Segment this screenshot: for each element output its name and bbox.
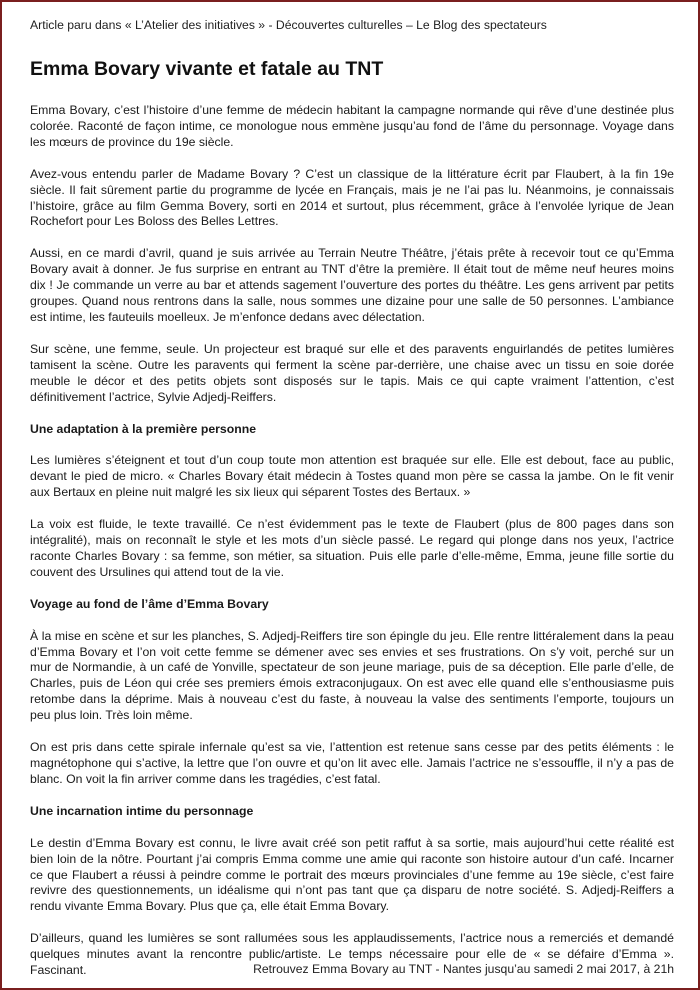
- article-title: Emma Bovary vivante et fatale au TNT: [30, 58, 384, 80]
- article-body: [30, 103, 674, 990]
- paragraph-5: Les lumières s’éteignent et tout d’un coup toute mon attention est braquée sur elle. Elle est debout, face au public, devant le pied de micro. « Charles Bovary était médecin à Tostes quand mon père se cassa la jambe. On le fit venir aux Bertaux en pleine nuit malgré les six lieux qui séparent Tostes des Bertaux. »: [30, 453, 674, 500]
- footer-info-line: Retrouvez Emma Bovary au TNT - Nantes jusqu’au samedi 2 mai 2017, à 21h: [253, 962, 674, 976]
- paragraph-2: Avez-vous entendu parler de Madame Bovary ? C’est un classique de la littérature écrit par Flaubert, à la fin 19e siècle. Il fait sûrement partie du programme de lycée en Français, mais je ne l’ai pas lu. Néanmoins, je connaissais l’histoire, grâce au film Gemma Bovery, sorti en 2014 et surtout, plus récemment, grâce à l’envolée lyrique de Jean Rochefort pour Les Boloss des Belles Lettres.: [30, 166, 674, 229]
- paragraph-9: Le destin d’Emma Bovary est connu, le livre avait créé son petit raffut à sa sortie, mais aujourd’hui cette réalité est bien loin de la nôtre. Pourtant j’ai compris Emma comme une amie qui raconte son histoire autour d’un café. Incarner ce que Flaubert a réussi à peindre comme le portrait des mœurs provinciales d’une femme au 19e siècle, c’est faire revivre des questionnements, un idéalisme qui n’ont pas tant que ça disparu de notre société. S. Adjedj-Reiffers a rendu vivante Emma Bovary. Plus que ça, elle était Emma Bovary.: [30, 835, 674, 914]
- paragraph-7: À la mise en scène et sur les planches, S. Adjedj-Reiffers tire son épingle du jeu. Elle rentre littéralement dans la peau d’Emma Bovary et l’on voit cette femme se démener avec ses envies et ses frustrations. On s’y voit, perché sur un mur de Normandie, à un café de Yonville, spectateur de son jeune mariage, puis de sa déception. Elle parle d’elle, de Charles, puis de Léon qui crée ses premiers émois extraconjugaux. On est avec elle quand elle s’enthousiasme puis retombe dans la déprime. Mais à nouveau c’est du faste, à nouveau la valse des sentiments l’emporte, toujours un peu plus loin. Très loin même.: [30, 628, 674, 723]
- section-heading-2: Voyage au fond de l’âme d’Emma Bovary: [30, 596, 269, 611]
- paragraph-3: Aussi, en ce mardi d’avril, quand je suis arrivée au Terrain Neutre Théâtre, j’étais prête à recevoir tout ce qu’Emma Bovary avait à donner. Je fus surprise en entrant au TNT d’être la première. Il était tout de même neuf heures moins dix ! Je commande un verre au bar et attends sagement l’ouverture des portes du théâtre. Les gens arrivent par petits groupes. Quand nous rentrons dans la salle, nous sommes une dizaine pour une salle de 50 personnes. L’ambiance est intime, les fauteuils moelleux. Je m’enfonce dedans avec délectation.: [30, 246, 674, 324]
- paragraph-6: La voix est fluide, le texte travaillé. Ce n’est évidemment pas le texte de Flaubert (plus de 800 pages dans son intégralité), mais on reconnaît le style et les mots d’un siècle passé. Le regard qui plonge dans nos yeux, l’actrice raconte Charles Bovary : sa femme, son métier, sa situation. Puis elle parle d’elle-même, Emma, jeune fille sortie du couvent des Ursulines qui attend tout de la vie.: [30, 517, 674, 579]
- paragraph-4: Sur scène, une femme, seule. Un projecteur est braqué sur elle et des paravents enguirlandés de petites lumières tamisent la scène. Outre les paravents qui ferment la scène par-derrière, une chaise avec un tissu en soie dorée meuble le décor et des petits objets sont disposés sur le tapis. Mais ce qui capte vraiment l’attention, c’est définitivement l’actrice, Sylvie Adjedj-Reiffers.: [30, 341, 674, 404]
- paragraph-10: D’ailleurs, quand les lumières se sont rallumées sous les applaudissements, l’actrice nous a remerciés et demandé quelques minutes avant la rencontre public/artiste. Le temps nécessaire pour elle de « se défaire d’Emma ». Fascinant.: [30, 931, 674, 978]
- section-heading-3: Une incarnation intime du personnage: [30, 803, 254, 818]
- paragraph-8: On est pris dans cette spirale infernale qu’est sa vie, l’attention est retenue sans cesse par des petits éléments : le magnétophone qui s’active, la lettre que l’on ouvre et qu’on lit avec elle. Jamais l’actrice ne s’essouffle, il n’y a pas de blanc. On voit la fin arriver comme dans les tragédies, c’est fatal.: [30, 740, 674, 786]
- source-line: Article paru dans « L’Atelier des initiatives » - Découvertes culturelles – Le Blog des spectateurs: [30, 18, 547, 32]
- paragraph-intro: Emma Bovary, c’est l’histoire d’une femme de médecin habitant la campagne normande qui rêve d’une destinée plus colorée. Raconté de façon intime, ce monologue nous emmène jusqu’au fond de l’âme du personnage. Voyage dans les mœurs de province du 19e siècle.: [30, 103, 674, 149]
- section-heading-1: Une adaptation à la première personne: [30, 421, 257, 436]
